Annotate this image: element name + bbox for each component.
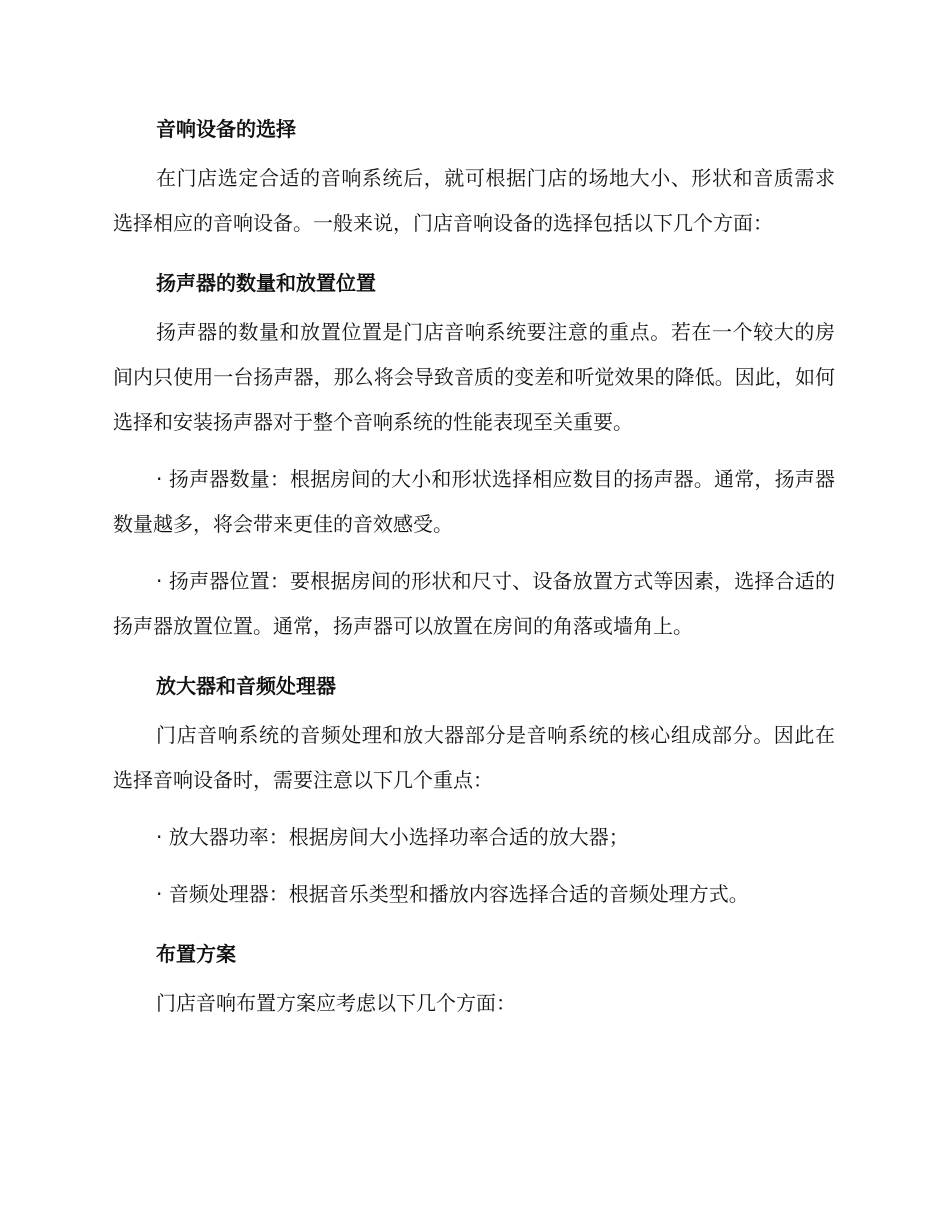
bullet-speaker-count: · 扬声器数量：根据房间的大小和形状选择相应数目的扬声器。通常，扬声器数量越多，将会带来更佳的音效感受。 (113, 467, 835, 536)
paragraph-equipment-selection: 在门店选定合适的音响系统后，就可根据门店的场地大小、形状和音质需求选择相应的音响设备。一般来说，门店音响设备的选择包括以下几个方面： (113, 166, 835, 235)
bullet-speaker-position: · 扬声器位置：要根据房间的形状和尺寸、设备放置方式等因素，选择合适的扬声器放置位置。通常，扬声器可以放置在房间的角落或墙角上。 (113, 569, 835, 638)
paragraph-layout-plan: 门店音响布置方案应考虑以下几个方面： (156, 991, 516, 1015)
section-heading-amplifier-processor: 放大器和音频处理器 (156, 674, 336, 698)
document-body (113, 114, 835, 1038)
section-heading-speaker-count-placement: 扬声器的数量和放置位置 (156, 271, 376, 295)
paragraph-speaker-count-placement: 扬声器的数量和放置位置是门店音响系统要注意的重点。若在一个较大的房间内只使用一台扬声器，那么将会导致音质的变差和听觉效果的降低。因此，如何选择和安装扬声器对于整个音响系统的性能表现至关重要。 (113, 320, 835, 434)
bullet-audio-processor: · 音频处理器：根据音乐类型和播放内容选择合适的音频处理方式。 (156, 882, 749, 906)
section-heading-equipment-selection: 音响设备的选择 (156, 117, 296, 141)
section-heading-layout-plan: 布置方案 (156, 942, 236, 966)
bullet-amplifier-power: · 放大器功率：根据房间大小选择功率合适的放大器； (156, 825, 629, 849)
paragraph-amplifier-processor: 门店音响系统的音频处理和放大器部分是音响系统的核心组成部分。因此在选择音响设备时，需要注意以下几个重点： (113, 723, 835, 792)
